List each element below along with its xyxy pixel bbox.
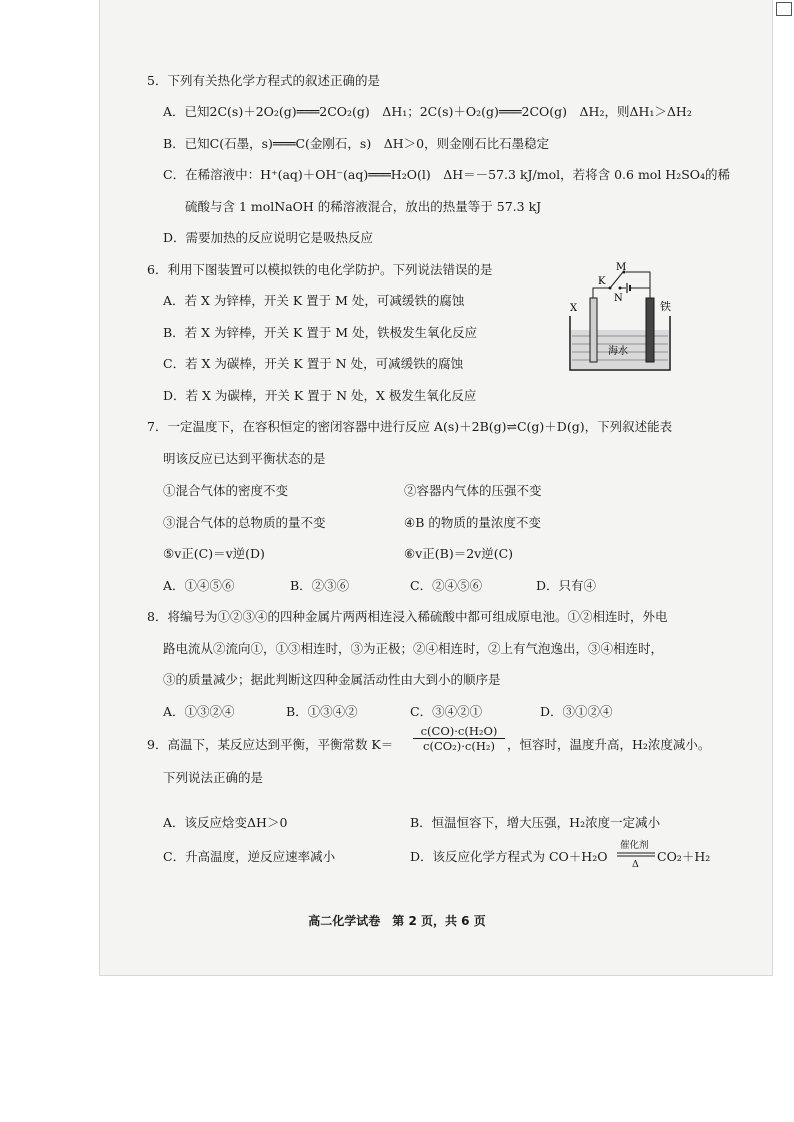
q5-stem: 5．下列有关热化学方程式的叙述正确的是 [147,73,380,88]
q7-statement-5: ⑤v正(C)＝v逆(D) [163,546,265,561]
iron-electrode [646,298,654,362]
q7-option-a: A．①④⑤⑥ [163,578,235,593]
q5-option-a: A．已知2C(s)＋2O₂(g)═══2CO₂(g) ΔH₁；2C(s)＋O₂(g)═══2CO(g) ΔH₂，则ΔH₁＞ΔH₂ [163,104,692,119]
q8-option-c: C．③④②① [410,704,483,719]
q6-option-b: B．若 X 为锌棒，开关 K 置于 M 处，铁极发生氧化反应 [163,325,478,340]
q7-option-d: D．只有④ [536,578,597,593]
q6-stem: 6．利用下图装置可以模拟铁的电化学防护。下列说法错误的是 [147,262,493,277]
q6-option-a: A．若 X 为锌棒，开关 K 置于 M 处，可减缓铁的腐蚀 [163,293,465,308]
q8-option-d: D．③①②④ [540,704,613,719]
q5-option-c-line2: 硫酸与含 1 molNaOH 的稀溶液混合，放出的热量等于 57.3 kJ [185,199,542,214]
label-iron: 铁 [660,300,671,313]
q5-option-b: B．已知C(石墨，s)═══C(金刚石，s) ΔH＞0，则金刚石比石墨稳定 [163,136,550,151]
q9-reaction-arrow [617,851,655,859]
x-electrode [590,298,597,362]
q9-fraction-numerator: c(CO)·c(H₂O) [413,724,505,739]
q9-catalyst-label: 催化剂 [620,840,649,851]
q7-option-b: B．②③⑥ [290,578,350,593]
label-m: M [616,262,627,273]
q8-stem-line1: 8．将编号为①②③④的四种金属片两两相连浸入稀硫酸中都可组成原电池。①②相连时，外电 [147,609,668,624]
q9-option-c: C．升高温度，逆反应速率减小 [163,849,336,864]
label-seawater: 海水 [608,346,628,357]
q7-stem-line1: 7．一定温度下，在容积恒定的密闭容器中进行反应 A(s)＋2B(g)⇌C(g)＋D(g)，下列叙述能表 [147,419,673,434]
corner-mark [776,2,792,16]
q9-option-d-pre: D．该反应化学方程式为 CO＋H₂O [410,849,608,864]
q7-option-c: C．②④⑤⑥ [410,578,483,593]
electrochem-apparatus-figure [560,258,690,376]
wire-x [593,288,610,298]
q8-option-a: A．①③②④ [163,704,235,719]
q9-fraction-denominator: c(CO₂)·c(H₂) [423,739,495,753]
q7-statement-4: ④B 的物质的量浓度不变 [404,515,541,530]
q9-stem-pre: 9．高温下，某反应达到平衡，平衡常数 K＝ [147,737,394,752]
label-n: N [614,293,623,304]
q6-option-d: D．若 X 为碳棒，开关 K 置于 N 处，X 极发生氧化反应 [163,388,477,403]
q8-stem-line3: ③的质量减少；据此判断这四种金属活动性由大到小的顺序是 [163,672,501,687]
contact-n [619,287,622,290]
switch-pivot [609,287,612,290]
q7-statement-1: ①混合气体的密度不变 [163,483,289,498]
page-footer: 高二化学试卷 第 2 页，共 6 页 [308,914,486,928]
q8-option-b: B．①③④② [286,704,358,719]
q7-statement-3: ③混合气体的总物质的量不变 [163,515,326,530]
q9-stem-post: ，恒容时，温度升高，H₂浓度减小。 [507,737,711,752]
q7-statement-6: ⑥v正(B)＝2v逆(C) [404,546,514,561]
q9-option-a: A．该反应焓变ΔH＞0 [163,815,288,830]
q6-option-c: C．若 X 为碳棒，开关 K 置于 N 处，可减缓铁的腐蚀 [163,356,464,371]
label-k: K [598,276,606,287]
q9-option-b: B．恒温恒容下，增大压强，H₂浓度一定减小 [410,815,661,830]
label-x: X [570,303,578,314]
q5-option-c-line1: C．在稀溶液中：H⁺(aq)＋OH⁻(aq)═══H₂O(l) ΔH＝－57.3 kJ/mol，若将含 0.6 mol H₂SO₄的稀 [163,167,731,182]
q9-option-d-post: CO₂＋H₂ [657,849,711,864]
q9-equilibrium-fraction [413,724,505,753]
q7-stem-line2: 明该反应已达到平衡状态的是 [163,451,326,466]
q5-option-d: D．需要加热的反应说明它是吸热反应 [163,230,374,245]
switch-k [610,272,623,288]
q8-stem-line2: 路电流从②流向①，①③相连时，③为正极；②④相连时，②上有气泡逸出，③④相连时， [163,641,664,656]
q9-heat-label: Δ [632,859,639,870]
q7-statement-2: ②容器内气体的压强不变 [404,483,542,498]
q9-stem-line2: 下列说法正确的是 [163,770,264,785]
